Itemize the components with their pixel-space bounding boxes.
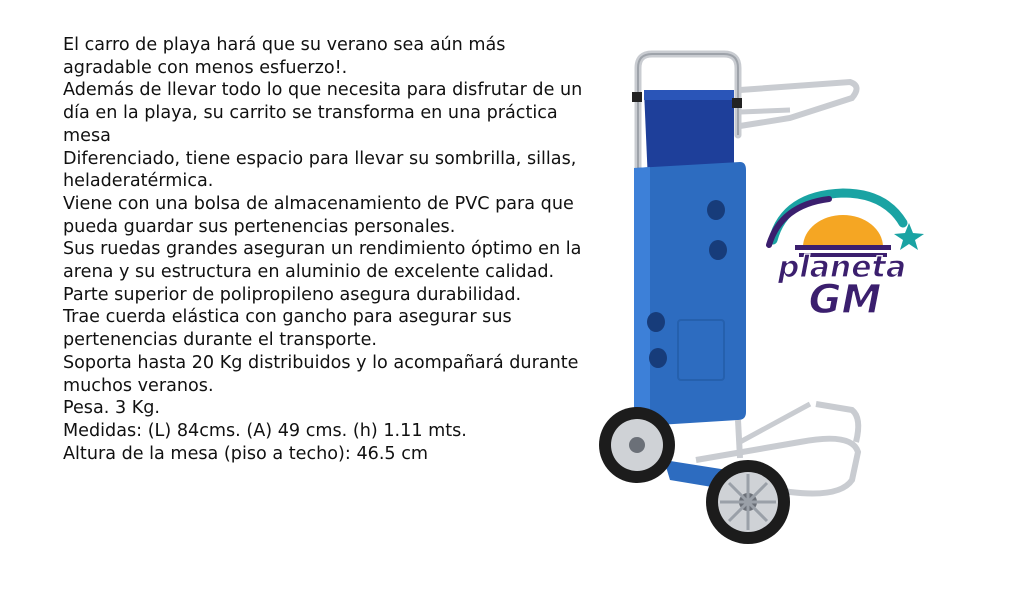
description-line: Trae cuerda elástica con gancho para asegurar sus pertenencias durante el transporte.	[63, 307, 512, 351]
description-line: Altura de la mesa (piso a techo): 46.5 cm	[63, 443, 429, 464]
description-line: Medidas: (L) 84cms. (A) 49 cms. (h) 1.11 mts.	[63, 420, 467, 441]
description-line: Además de llevar todo lo que necesita para disfrutar de un día en la playa, su carrito se transforma en una práctica mesa	[63, 80, 583, 146]
description-line: Viene con una bolsa de almacenamiento de PVC para que pueda guardar sus pertenencias personales.	[63, 193, 574, 237]
description-line: Sus ruedas grandes aseguran un rendimiento óptimo en la arena y su estructura en aluminio de excelente calidad.	[63, 239, 582, 283]
description-line: Pesa. 3 Kg.	[63, 398, 161, 419]
planeta-gm-logo	[755, 185, 930, 325]
description-line: Parte superior de polipropileno asegura durabilidad.	[63, 284, 522, 305]
description-line: El carro de playa hará que su verano sea aún más agradable con menos esfuerzo!.	[63, 35, 506, 78]
logo-text-planeta: planeta	[777, 250, 907, 285]
description-line: Soporta hasta 20 Kg distribuidos y lo acompañará durante muchos veranos.	[63, 352, 579, 396]
product-description	[63, 34, 583, 465]
description-line: Diferenciado, tiene espacio para llevar su sombrilla, sillas, heladeratérmica.	[63, 148, 577, 192]
logo-text-gm: GM	[808, 277, 882, 323]
